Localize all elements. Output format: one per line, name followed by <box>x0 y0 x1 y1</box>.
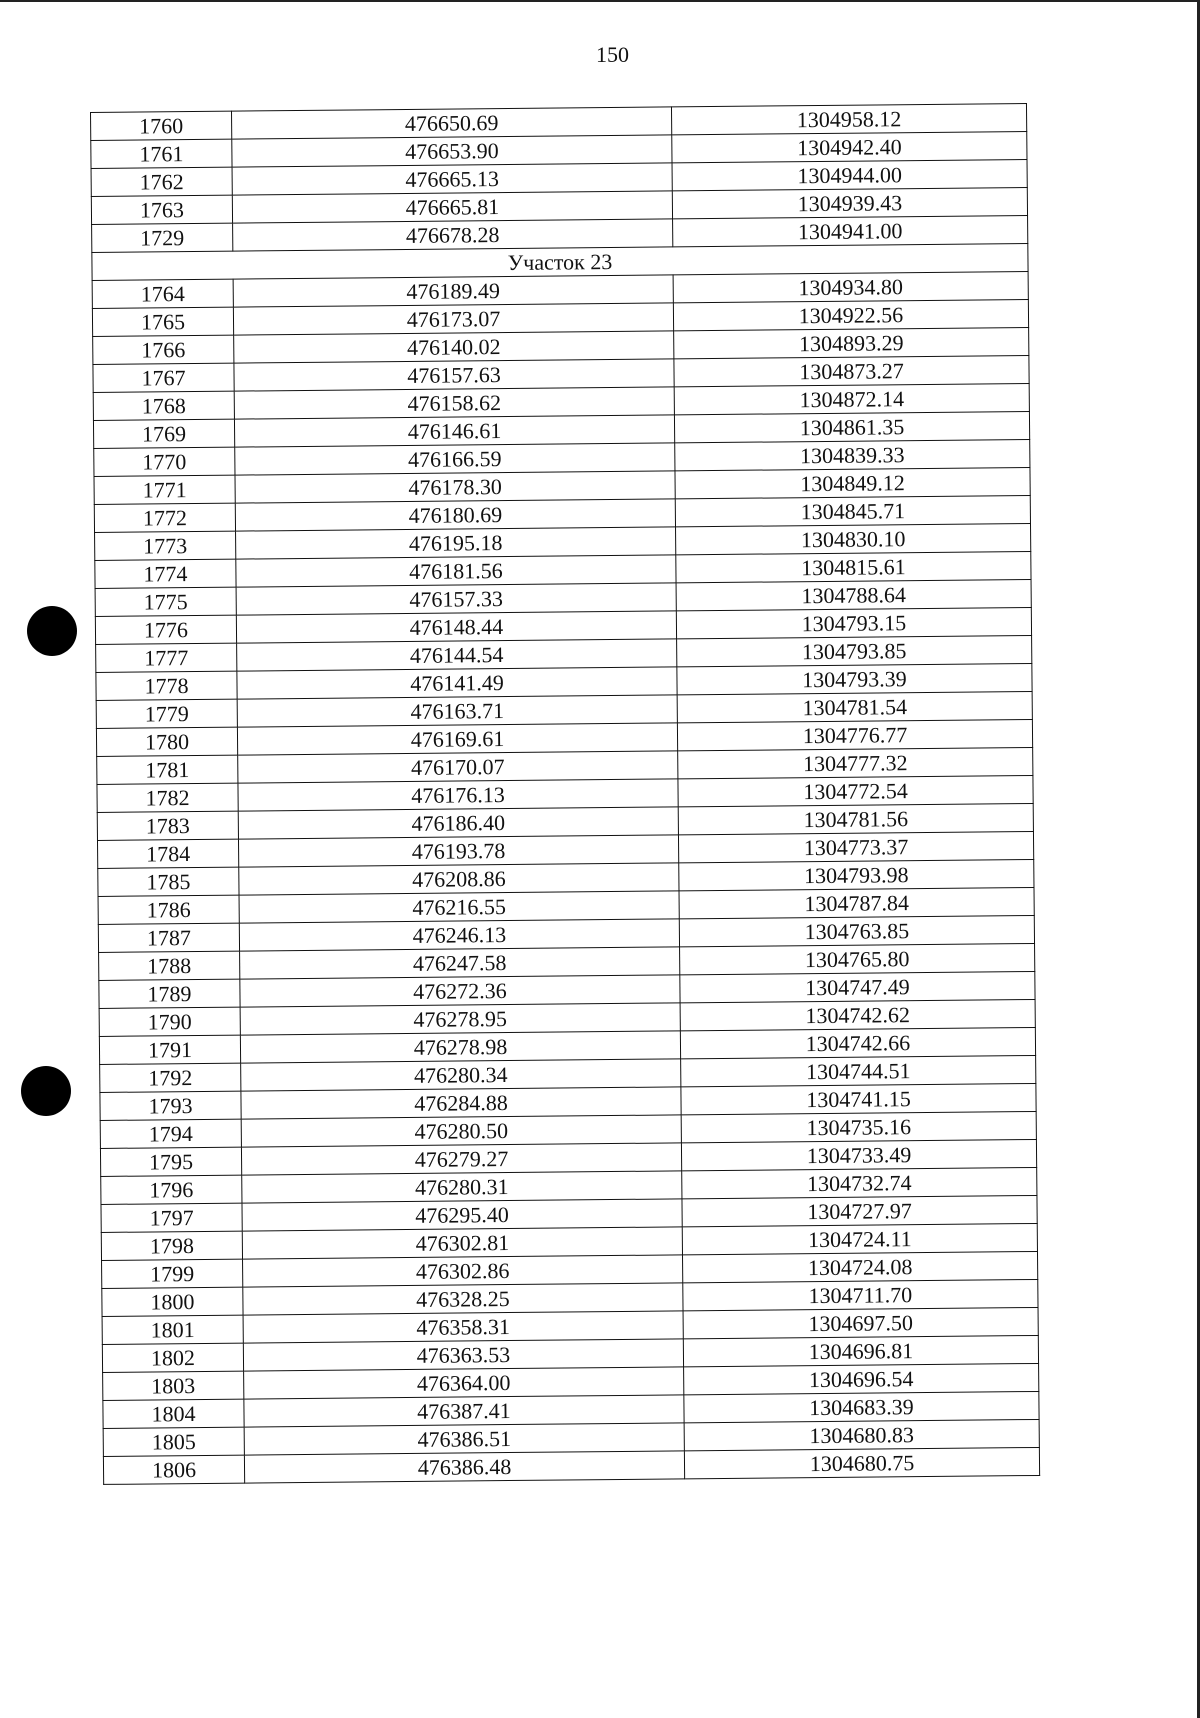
y-coordinate-cell: 1304741.15 <box>681 1083 1036 1114</box>
point-number-cell: 1789 <box>99 979 240 1008</box>
point-number-cell: 1786 <box>98 895 239 924</box>
y-coordinate-cell: 1304788.64 <box>676 579 1031 610</box>
x-coordinate-cell: 476650.69 <box>231 107 671 139</box>
y-coordinate-cell: 1304747.49 <box>680 971 1035 1002</box>
point-number-cell: 1774 <box>95 559 236 588</box>
y-coordinate-cell: 1304773.37 <box>678 831 1033 862</box>
point-number-cell: 1781 <box>97 755 238 784</box>
x-coordinate-cell: 476148.44 <box>236 611 676 643</box>
y-coordinate-cell: 1304763.85 <box>679 915 1034 946</box>
x-coordinate-cell: 476279.27 <box>241 1143 681 1175</box>
x-coordinate-cell: 476140.02 <box>234 331 674 363</box>
page-number: 150 <box>596 42 629 67</box>
point-number-cell: 1779 <box>96 699 237 728</box>
x-coordinate-cell: 476166.59 <box>235 443 675 475</box>
x-coordinate-cell: 476328.25 <box>243 1283 683 1315</box>
y-coordinate-cell: 1304793.39 <box>677 663 1032 694</box>
x-coordinate-cell: 476295.40 <box>242 1199 682 1231</box>
y-coordinate-cell: 1304683.39 <box>684 1391 1039 1422</box>
x-coordinate-cell: 476386.48 <box>244 1451 684 1483</box>
y-coordinate-cell: 1304776.77 <box>677 719 1032 750</box>
x-coordinate-cell: 476181.56 <box>236 555 676 587</box>
y-coordinate-cell: 1304742.62 <box>680 999 1035 1030</box>
y-coordinate-cell: 1304939.43 <box>672 188 1027 219</box>
x-coordinate-cell: 476157.63 <box>234 359 674 391</box>
point-number-cell: 1787 <box>98 923 239 952</box>
y-coordinate-cell: 1304777.32 <box>678 747 1033 778</box>
coordinates-table-body <box>91 104 1040 1485</box>
coordinates-table <box>90 103 1040 1485</box>
y-coordinate-cell: 1304680.83 <box>684 1419 1039 1450</box>
point-number-cell: 1775 <box>95 587 236 616</box>
y-coordinate-cell: 1304724.11 <box>682 1223 1037 1254</box>
x-coordinate-cell: 476208.86 <box>239 863 679 895</box>
y-coordinate-cell: 1304830.10 <box>676 523 1031 554</box>
x-coordinate-cell: 476169.61 <box>237 723 677 755</box>
y-coordinate-cell: 1304727.97 <box>682 1195 1037 1226</box>
point-number-cell: 1765 <box>92 307 233 336</box>
scan-edge-top <box>0 0 1200 2</box>
x-coordinate-cell: 476278.98 <box>240 1031 680 1063</box>
x-coordinate-cell: 476195.18 <box>236 527 676 559</box>
x-coordinate-cell: 476180.69 <box>235 499 675 531</box>
x-coordinate-cell: 476247.58 <box>240 947 680 979</box>
point-number-cell: 1791 <box>99 1035 240 1064</box>
x-coordinate-cell: 476163.71 <box>237 695 677 727</box>
point-number-cell: 1773 <box>95 531 236 560</box>
x-coordinate-cell: 476216.55 <box>239 891 679 923</box>
y-coordinate-cell: 1304839.33 <box>675 439 1030 470</box>
y-coordinate-cell: 1304845.71 <box>675 495 1030 526</box>
y-coordinate-cell: 1304941.00 <box>673 216 1028 247</box>
y-coordinate-cell: 1304765.80 <box>680 943 1035 974</box>
point-number-cell: 1799 <box>102 1259 243 1288</box>
x-coordinate-cell: 476170.07 <box>238 751 678 783</box>
y-coordinate-cell: 1304697.50 <box>683 1307 1038 1338</box>
point-number-cell: 1782 <box>97 783 238 812</box>
point-number-cell: 1776 <box>95 615 236 644</box>
y-coordinate-cell: 1304873.27 <box>674 355 1029 386</box>
y-coordinate-cell: 1304732.74 <box>682 1167 1037 1198</box>
y-coordinate-cell: 1304680.75 <box>684 1447 1039 1478</box>
y-coordinate-cell: 1304922.56 <box>673 300 1028 331</box>
y-coordinate-cell: 1304893.29 <box>674 328 1029 359</box>
y-coordinate-cell: 1304958.12 <box>671 104 1026 135</box>
y-coordinate-cell: 1304872.14 <box>674 383 1029 414</box>
x-coordinate-cell: 476302.81 <box>242 1227 682 1259</box>
point-number-cell: 1806 <box>103 1455 244 1484</box>
x-coordinate-cell: 476186.40 <box>238 807 678 839</box>
y-coordinate-cell: 1304861.35 <box>674 411 1029 442</box>
point-number-cell: 1772 <box>94 503 235 532</box>
x-coordinate-cell: 476386.51 <box>244 1423 684 1455</box>
y-coordinate-cell: 1304696.81 <box>683 1335 1038 1366</box>
point-number-cell: 1801 <box>102 1315 243 1344</box>
y-coordinate-cell: 1304735.16 <box>681 1111 1036 1142</box>
y-coordinate-cell: 1304942.40 <box>672 132 1027 163</box>
x-coordinate-cell: 476280.31 <box>242 1171 682 1203</box>
point-number-cell: 1802 <box>102 1343 243 1372</box>
y-coordinate-cell: 1304793.98 <box>679 859 1034 890</box>
point-number-cell: 1798 <box>101 1231 242 1260</box>
y-coordinate-cell: 1304781.54 <box>677 691 1032 722</box>
x-coordinate-cell: 476280.34 <box>241 1059 681 1091</box>
x-coordinate-cell: 476278.95 <box>240 1003 680 1035</box>
y-coordinate-cell: 1304772.54 <box>678 775 1033 806</box>
x-coordinate-cell: 476173.07 <box>233 303 673 335</box>
point-number-cell: 1766 <box>93 335 234 364</box>
x-coordinate-cell: 476189.49 <box>233 275 673 307</box>
x-coordinate-cell: 476665.13 <box>232 163 672 195</box>
y-coordinate-cell: 1304711.70 <box>683 1279 1038 1310</box>
y-coordinate-cell: 1304934.80 <box>673 272 1028 303</box>
y-coordinate-cell: 1304744.51 <box>681 1055 1036 1086</box>
punch-hole-icon <box>21 1066 71 1116</box>
y-coordinate-cell: 1304696.54 <box>684 1363 1039 1394</box>
point-number-cell: 1771 <box>94 475 235 504</box>
x-coordinate-cell: 476280.50 <box>241 1115 681 1147</box>
x-coordinate-cell: 476272.36 <box>240 975 680 1007</box>
point-number-cell: 1794 <box>100 1119 241 1148</box>
x-coordinate-cell: 476157.33 <box>236 583 676 615</box>
x-coordinate-cell: 476193.78 <box>238 835 678 867</box>
section-title: Участок 23 <box>92 244 1028 281</box>
point-number-cell: 1780 <box>96 727 237 756</box>
point-number-cell: 1790 <box>99 1007 240 1036</box>
point-number-cell: 1796 <box>101 1175 242 1204</box>
point-number-cell: 1761 <box>91 139 232 168</box>
x-coordinate-cell: 476363.53 <box>243 1339 683 1371</box>
point-number-cell: 1795 <box>100 1147 241 1176</box>
point-number-cell: 1793 <box>100 1091 241 1120</box>
point-number-cell: 1770 <box>94 447 235 476</box>
x-coordinate-cell: 476144.54 <box>237 639 677 671</box>
point-number-cell: 1784 <box>97 839 238 868</box>
y-coordinate-cell: 1304815.61 <box>676 551 1031 582</box>
y-coordinate-cell: 1304793.85 <box>677 635 1032 666</box>
point-number-cell: 1764 <box>92 279 233 308</box>
x-coordinate-cell: 476146.61 <box>234 415 674 447</box>
punch-hole-icon <box>27 606 77 656</box>
x-coordinate-cell: 476665.81 <box>232 191 672 223</box>
point-number-cell: 1800 <box>102 1287 243 1316</box>
point-number-cell: 1769 <box>93 419 234 448</box>
point-number-cell: 1785 <box>98 867 239 896</box>
point-number-cell: 1760 <box>91 111 232 140</box>
x-coordinate-cell: 476387.41 <box>244 1395 684 1427</box>
x-coordinate-cell: 476246.13 <box>239 919 679 951</box>
point-number-cell: 1783 <box>97 811 238 840</box>
y-coordinate-cell: 1304944.00 <box>672 160 1027 191</box>
point-number-cell: 1803 <box>103 1371 244 1400</box>
point-number-cell: 1768 <box>93 391 234 420</box>
x-coordinate-cell: 476302.86 <box>243 1255 683 1287</box>
y-coordinate-cell: 1304781.56 <box>678 803 1033 834</box>
point-number-cell: 1777 <box>96 643 237 672</box>
x-coordinate-cell: 476158.62 <box>234 387 674 419</box>
point-number-cell: 1788 <box>99 951 240 980</box>
x-coordinate-cell: 476678.28 <box>233 219 673 251</box>
point-number-cell: 1778 <box>96 671 237 700</box>
point-number-cell: 1763 <box>91 195 232 224</box>
x-coordinate-cell: 476176.13 <box>238 779 678 811</box>
point-number-cell: 1805 <box>103 1427 244 1456</box>
point-number-cell: 1729 <box>92 223 233 252</box>
point-number-cell: 1797 <box>101 1203 242 1232</box>
y-coordinate-cell: 1304724.08 <box>682 1251 1037 1282</box>
x-coordinate-cell: 476653.90 <box>232 135 672 167</box>
x-coordinate-cell: 476358.31 <box>243 1311 683 1343</box>
y-coordinate-cell: 1304849.12 <box>675 467 1030 498</box>
y-coordinate-cell: 1304733.49 <box>681 1139 1036 1170</box>
y-coordinate-cell: 1304787.84 <box>679 887 1034 918</box>
x-coordinate-cell: 476364.00 <box>244 1367 684 1399</box>
point-number-cell: 1762 <box>91 167 232 196</box>
point-number-cell: 1804 <box>103 1399 244 1428</box>
x-coordinate-cell: 476178.30 <box>235 471 675 503</box>
coordinates-sheet <box>90 103 1039 1485</box>
y-coordinate-cell: 1304793.15 <box>676 607 1031 638</box>
x-coordinate-cell: 476141.49 <box>237 667 677 699</box>
point-number-cell: 1792 <box>100 1063 241 1092</box>
point-number-cell: 1767 <box>93 363 234 392</box>
x-coordinate-cell: 476284.88 <box>241 1087 681 1119</box>
y-coordinate-cell: 1304742.66 <box>680 1027 1035 1058</box>
